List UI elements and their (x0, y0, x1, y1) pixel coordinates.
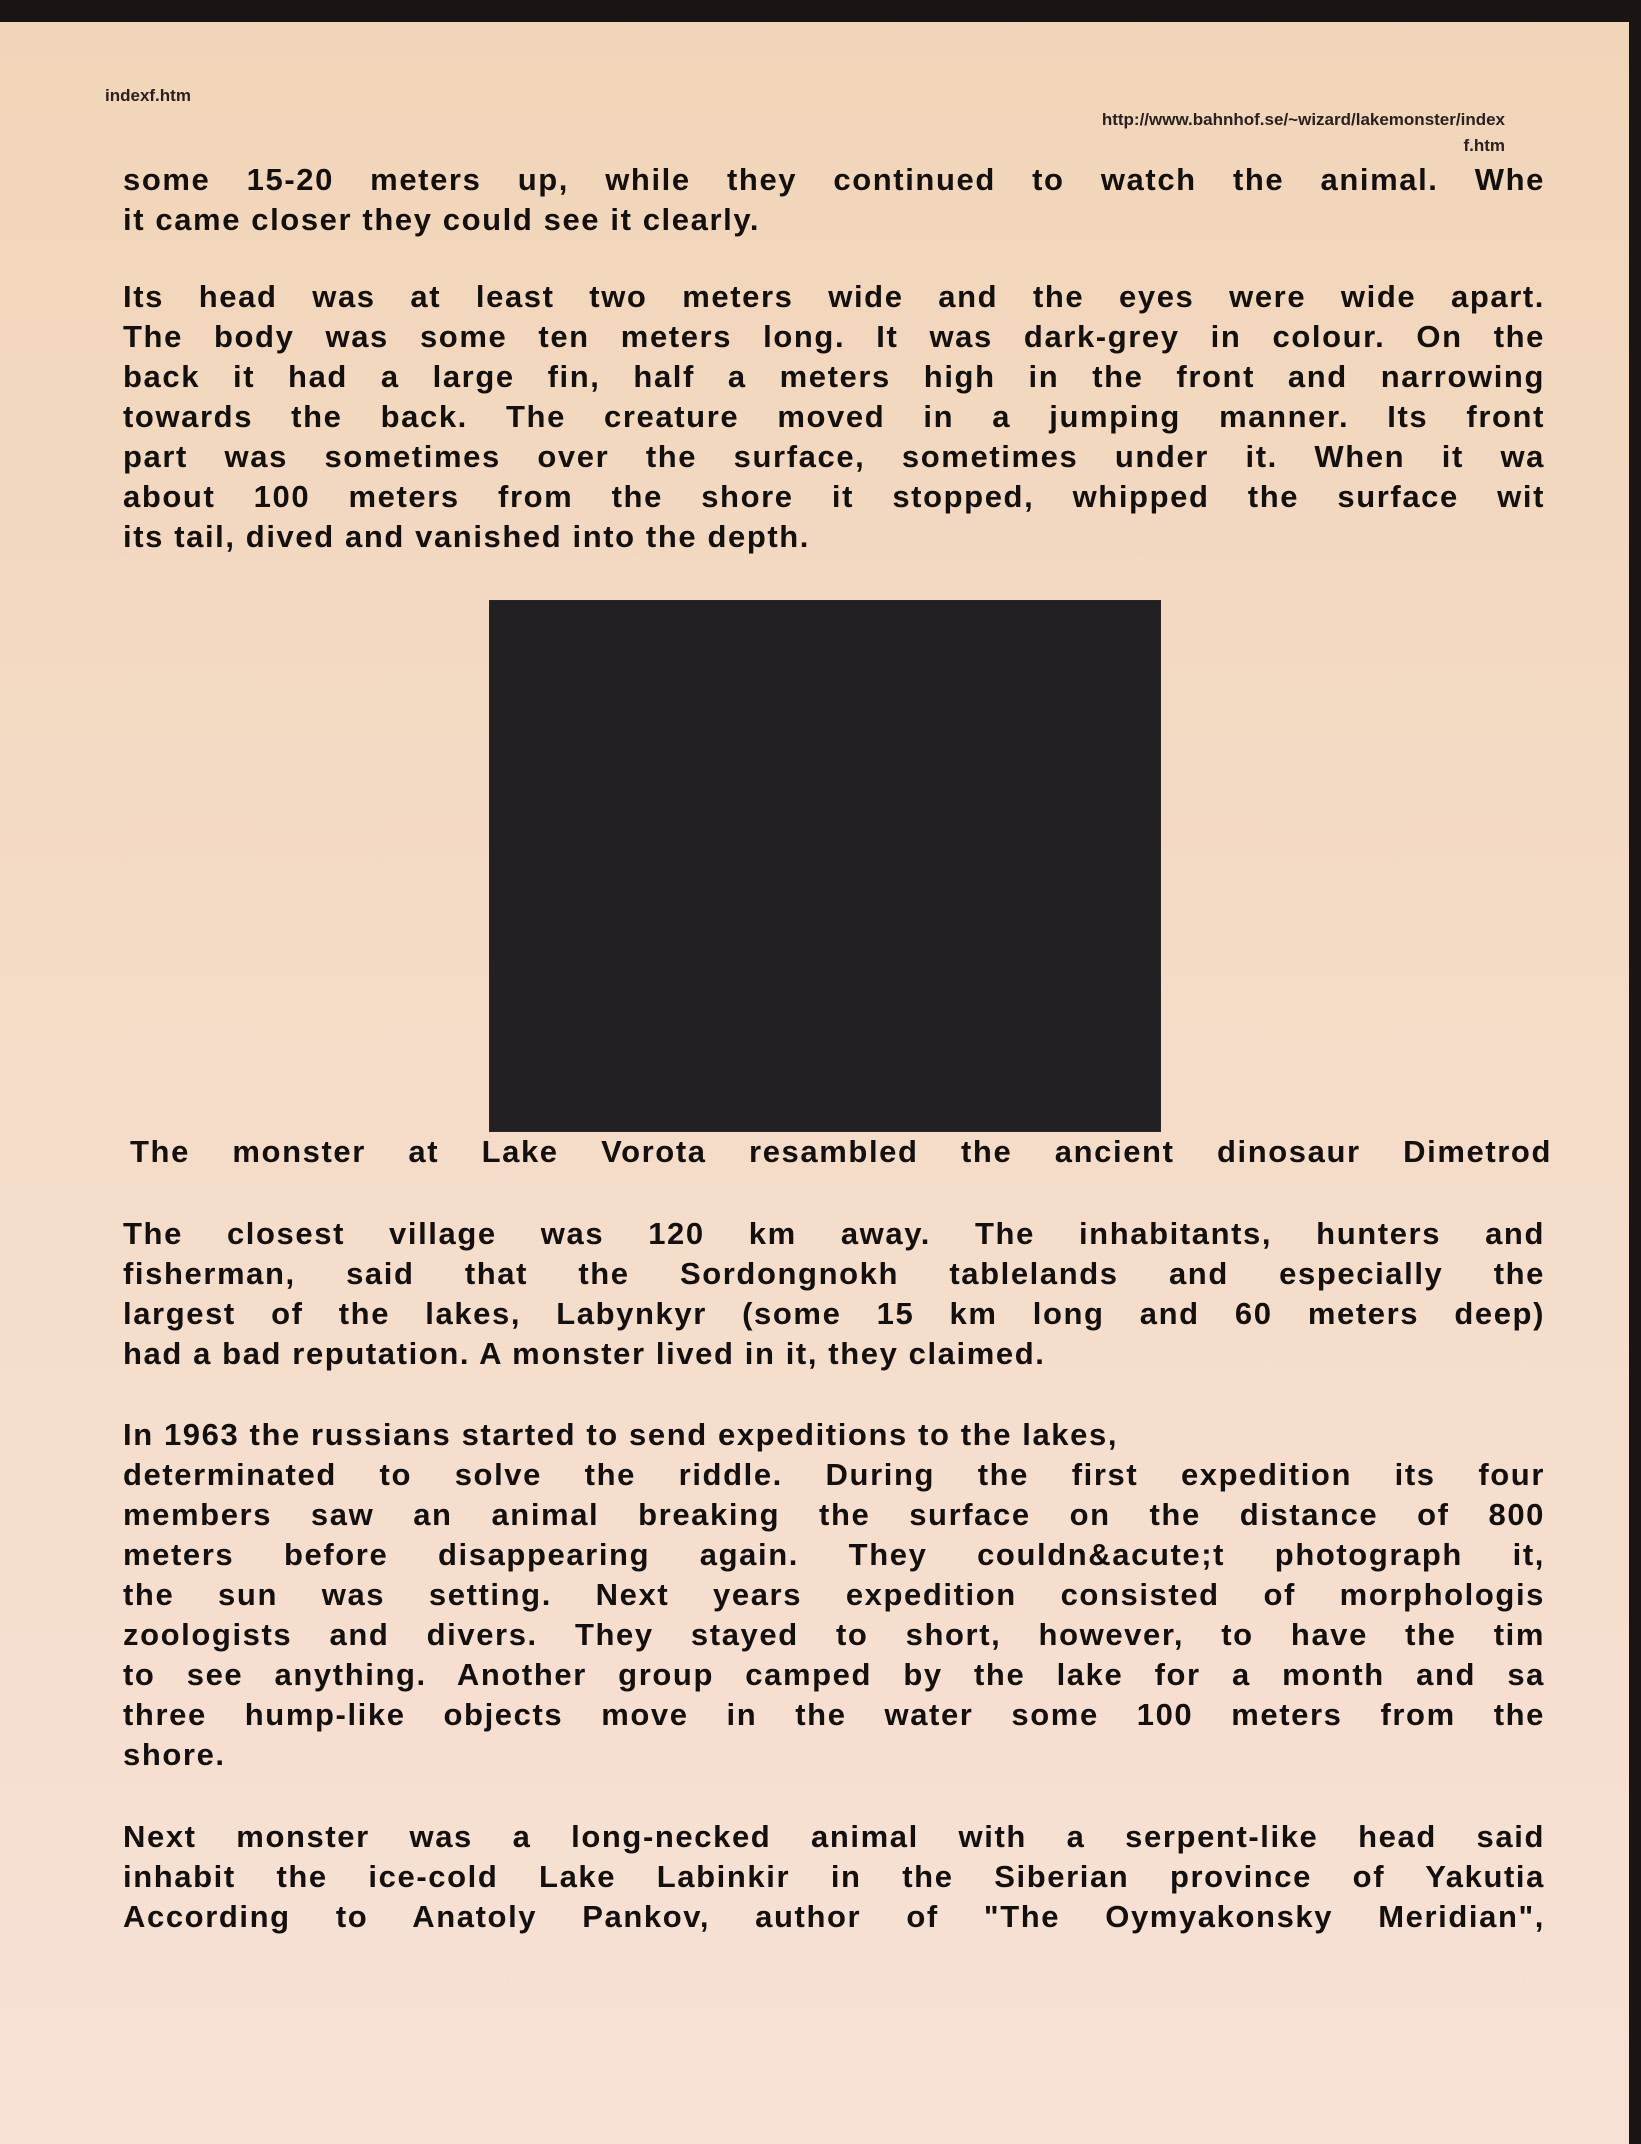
paragraph-line: inhabit the ice-cold Lake Labinkir in the Siberian province of Yakutia (123, 1859, 1545, 1894)
paragraph-line: part was sometimes over the surface, sometimes under it. When it wa (123, 439, 1545, 474)
paragraph-line: largest of the lakes, Labynkyr (some 15 km long and 60 meters deep) (123, 1296, 1545, 1331)
paragraph-line: some 15-20 meters up, while they continued to watch the animal. Whe (123, 162, 1545, 197)
paragraph-line: meters before disappearing again. They couldn&acute;t photograph it, (123, 1537, 1545, 1572)
header-filename: indexf.htm (105, 86, 191, 105)
paragraph-line: According to Anatoly Pankov, author of "The Oymyakonsky Meridian", (123, 1899, 1545, 1934)
paragraph-line: members saw an animal breaking the surface on the distance of 800 (123, 1497, 1545, 1532)
paragraph-line: fisherman, said that the Sordongnokh tablelands and especially the (123, 1256, 1545, 1291)
paragraph-line: back it had a large fin, half a meters high in the front and narrowing (123, 359, 1545, 394)
paragraph-line: it came closer they could see it clearly. (123, 202, 761, 237)
paragraph-line: towards the back. The creature moved in a jumping manner. Its front (123, 399, 1545, 434)
paragraph-line: The closest village was 120 km away. The inhabitants, hunters and (123, 1216, 1545, 1251)
paragraph-line: Next monster was a long-necked animal with a serpent-like head said (123, 1819, 1545, 1854)
header-url-continued: f.htm (1463, 136, 1505, 155)
paragraph-line: zoologists and divers. They stayed to short, however, to have the tim (123, 1617, 1545, 1652)
paragraph-line: Its head was at least two meters wide and the eyes were wide apart. (123, 279, 1545, 314)
paragraph-line: three hump-like objects move in the water some 100 meters from the (123, 1697, 1545, 1732)
paragraph-line: about 100 meters from the shore it stopped, whipped the surface wit (123, 479, 1545, 514)
header-url: http://www.bahnhof.se/~wizard/lakemonster/index (1101, 110, 1505, 129)
lake-monster-photo (490, 601, 1160, 1131)
paragraph-line: its tail, dived and vanished into the depth. (123, 519, 811, 554)
paragraph-line: determinated to solve the riddle. During the first expedition its four (123, 1457, 1545, 1492)
paragraph-line: to see anything. Another group camped by the lake for a month and sa (123, 1657, 1545, 1692)
paragraph-line: had a bad reputation. A monster lived in it, they claimed. (123, 1336, 1046, 1371)
paragraph-line: In 1963 the russians started to send expeditions to the lakes, (123, 1417, 1119, 1452)
photo-caption: The monster at Lake Vorota resambled the ancient dinosaur Dimetrod (130, 1134, 1552, 1169)
page-right-edge (1629, 0, 1641, 2144)
page-top-edge (0, 0, 1641, 22)
paragraph-line: The body was some ten meters long. It was dark-grey in colour. On the (123, 319, 1545, 354)
paragraph-line: shore. (123, 1737, 226, 1772)
paragraph-line: the sun was setting. Next years expedition consisted of morphologis (123, 1577, 1545, 1612)
